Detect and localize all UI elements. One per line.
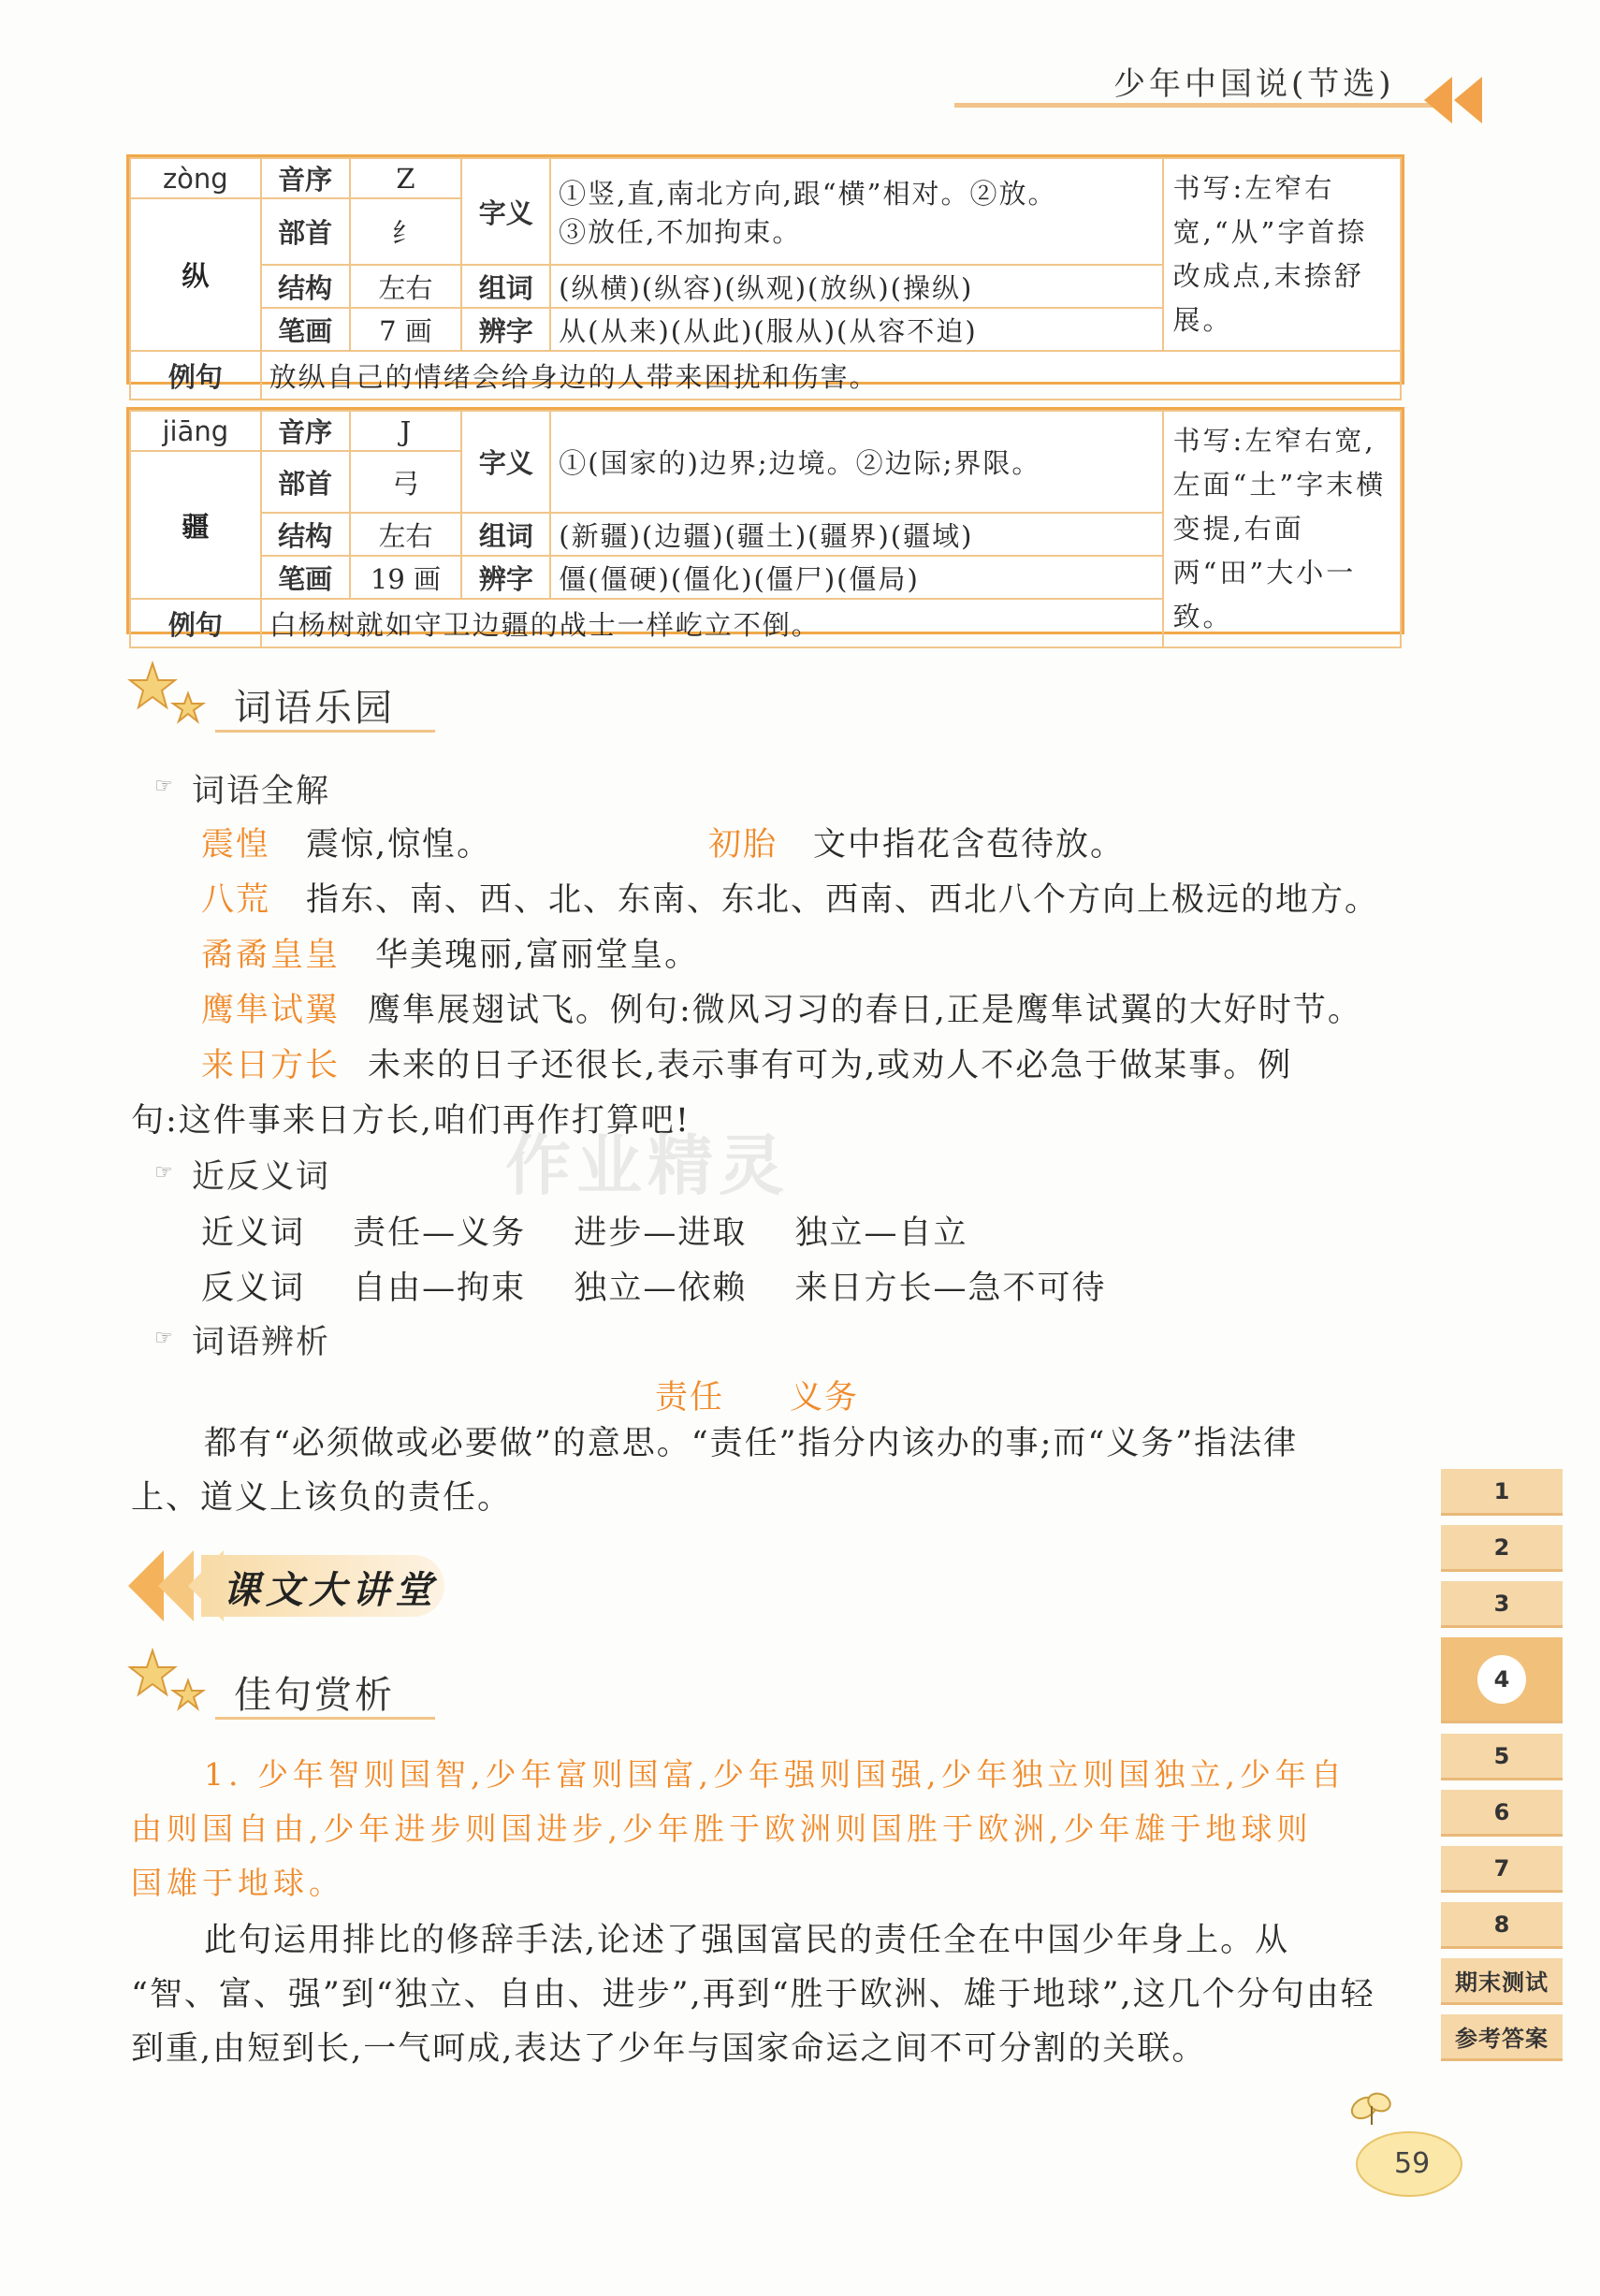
side-tab-final-test[interactable]: 期末测试 [1441,1958,1563,2005]
label-radical: 部首 [261,198,350,265]
label-example: 例句 [130,599,261,647]
synonym-label: 近义词 [201,1214,306,1252]
antonym-pair: 独立—依赖 [574,1270,748,1307]
word-term: 八荒 [201,881,271,919]
label-structure: 结构 [261,265,350,308]
side-tab-3[interactable]: 3 [1441,1581,1563,1628]
double-arrow-icon [1424,77,1482,124]
antonym-row [201,1262,1106,1309]
value-radical: 弓 [350,451,462,513]
quote-analysis: 此句运用排比的修辞手法,论述了强国富民的责任全在中国少年身上。从 “智、富、强”到“独立、自由、进步”,再到“胜于欧洲、雄于地球”,这几个分句由轻 到重,由短到长,一气呵成,表达了少年与国家命运之间不可分割的关联。 [131,1922,1375,2068]
subsection-title-analysis: 词语辨析 [192,1324,331,1361]
butterfly-flower-icon [1327,2082,1467,2203]
word-term: 鹰隼试翼 [201,992,341,1029]
label-words: 组词 [461,513,550,556]
word-definition: 未来的日子还很长,表示事有可为,或劝人不必急于做某事。例 [368,1047,1293,1084]
synonym-row [201,1207,967,1254]
label-words: 组词 [461,265,550,308]
section-title-jiaju: 佳句赏析 [234,1674,395,1717]
word-entry [201,929,699,976]
word-term: 矞矞皇皇 [201,937,341,974]
label-strokes: 笔画 [261,308,350,351]
side-tab-4-active[interactable]: 4 [1441,1637,1563,1723]
antonym-label: 反义词 [201,1270,306,1307]
side-tab-answers[interactable]: 参考答案 [1441,2014,1563,2061]
value-distinguish: 僵(僵硬)(僵化)(僵尸)(僵局) [550,556,1162,599]
word-definition: 鹰隼展翅试飞。例句:微风习习的春日,正是鹰隼试翼的大好时节。 [368,992,1362,1029]
char-table-zong [126,154,1404,393]
value-structure: 左右 [350,513,462,556]
subsection-title-explain: 词语全解 [192,773,331,810]
label-order: 音序 [261,411,350,451]
side-tab-1[interactable]: 1 [1441,1469,1563,1516]
word-term: 初胎 [708,826,778,864]
char-table-jiang [126,407,1404,641]
value-structure: 左右 [350,265,462,308]
quote-sentence: 1. 少年智则国智,少年富则国富,少年强则国强,少年独立则国独立,少年自 由则国自由,少年进步则国进步,少年胜于欧洲则国胜于欧洲,少年雄于地球则 国雄于地球。 [131,1756,1346,1901]
value-strokes: 19 画 [350,556,462,599]
word-pair-b: 义务 [790,1379,860,1417]
side-tab-6[interactable]: 6 [1441,1790,1563,1837]
pointing-hand-icon: ☞ [154,1327,173,1350]
word-entry [201,874,1379,921]
label-distinguish: 辨字 [461,308,550,351]
label-radical: 部首 [261,451,350,513]
section-underline [215,730,435,733]
antonym-pair: 来日方长—急不可待 [794,1270,1107,1307]
word-definition: 华美瑰丽,富丽堂皇。 [375,937,700,974]
analysis-paragraph: 都有“必须做或必要做”的意思。“责任”指分内该办的事;而“义务”指法律 上、道义上该负的责任。 [131,1425,1299,1517]
word-definition: 震惊,惊惶。 [306,826,492,864]
value-example: 白杨树就如守卫边疆的战士一样屹立不倒。 [261,599,1163,647]
value-order: J [350,411,462,451]
value-distinguish: 从(从来)(从此)(服从)(从容不迫) [550,308,1162,351]
label-example: 例句 [130,351,261,400]
synonym-pair: 责任—义务 [353,1214,527,1252]
stars-icon [126,660,211,725]
side-tab-2[interactable]: 2 [1441,1525,1563,1572]
label-distinguish: 辨字 [461,556,550,599]
pointing-hand-icon: ☞ [154,775,173,798]
side-tab-8[interactable]: 8 [1441,1902,1563,1949]
page-number: 59 [1394,2147,1431,2180]
subsection-title-synant: 近反义词 [192,1158,331,1196]
synonym-pair: 进步—进取 [574,1214,748,1252]
value-words: (新疆)(边疆)(疆土)(疆界)(疆域) [550,513,1162,556]
value-radical: 纟 [350,198,462,265]
label-order: 音序 [261,158,350,198]
word-term: 来日方长 [201,1047,341,1084]
stars-icon [126,1647,211,1712]
banner-title: 课文大讲堂 [223,1568,438,1612]
value-meaning: ①竖,直,南北方向,跟“横”相对。②放。 ③放任,不加拘束。 [550,158,1162,265]
word-definition-continued: 句:这件事来日方长,咱们再作打算吧! [131,1102,691,1140]
label-meaning: 字义 [461,411,550,513]
big-character: 纵 [130,198,261,351]
side-tab-5[interactable]: 5 [1441,1734,1563,1780]
writing-note: 书写:左窄右宽,“从”字首捺改成点,末捺舒展。 [1163,158,1402,351]
value-meaning: ①(国家的)边界;边境。②边际;界限。 [550,411,1162,513]
section-title-ciyu: 词语乐园 [234,687,395,730]
pointing-hand-icon: ☞ [154,1161,173,1184]
word-pair-a: 责任 [655,1379,725,1417]
word-pair-heading [655,1372,859,1418]
synonym-pair: 独立—自立 [794,1214,968,1252]
word-entry [708,819,1125,865]
value-strokes: 7 画 [350,308,462,351]
header-rule [954,103,1441,108]
section-underline [215,1717,435,1720]
word-entry [201,819,491,865]
pinyin: jiāng [130,411,261,451]
word-definition: 文中指花含苞待放。 [813,826,1126,864]
word-entry [201,1039,1292,1086]
label-strokes: 笔画 [261,556,350,599]
word-term: 震惶 [201,826,271,864]
value-example: 放纵自己的情绪会给身边的人带来困扰和伤害。 [261,351,1401,400]
value-words: (纵横)(纵容)(纵观)(放纵)(操纵) [550,265,1162,308]
value-order: Z [350,158,462,198]
watermark: 作业精灵 [505,1127,790,1204]
antonym-pair: 自由—拘束 [353,1270,527,1307]
big-character: 疆 [130,451,261,599]
page-header-title: 少年中国说(节选) [1113,65,1395,103]
label-meaning: 字义 [461,158,550,265]
word-definition: 指东、南、西、北、东南、东北、西南、西北八个方向上极远的地方。 [306,881,1380,919]
pinyin: zòng [130,158,261,198]
label-structure: 结构 [261,513,350,556]
word-entry [201,984,1362,1031]
side-tab-7[interactable]: 7 [1441,1846,1563,1893]
writing-note: 书写:左窄右宽,左面“土”字末横变提,右面两“田”大小一致。 [1163,411,1401,647]
